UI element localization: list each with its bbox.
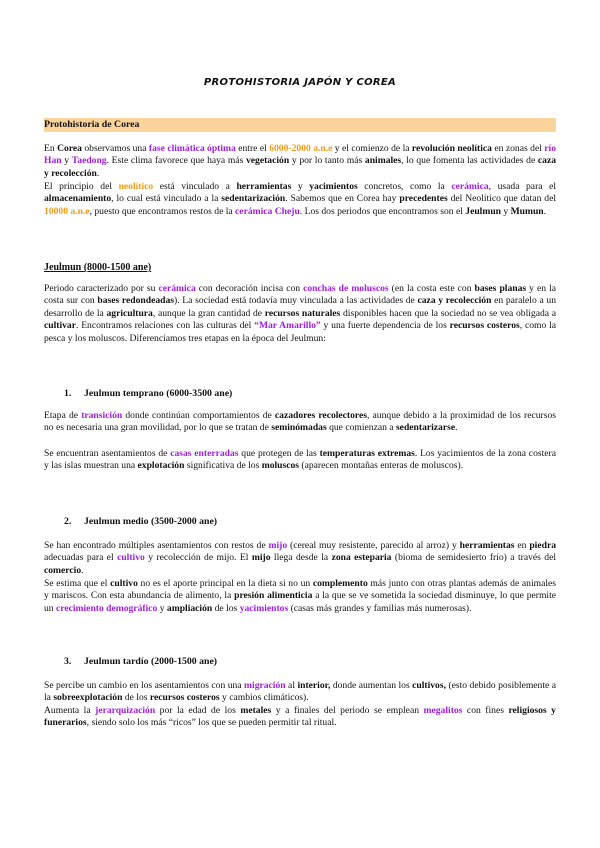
text-run: Se estima que el bbox=[44, 578, 111, 589]
bold-term: religiosos y funerarios bbox=[44, 705, 556, 729]
text-run: que comienzan a bbox=[326, 422, 396, 434]
text-run: con decoración incisa con bbox=[195, 283, 304, 294]
bold-term: recursos costeros bbox=[149, 692, 220, 704]
highlight-term: cultivo bbox=[117, 552, 145, 564]
bold-term: caza y recolección bbox=[44, 155, 557, 179]
bold-term: recursos naturales bbox=[264, 307, 341, 319]
bold-term: cultivar bbox=[44, 320, 76, 332]
bold-term: vegetación bbox=[246, 155, 290, 167]
list-number: 1. bbox=[64, 388, 72, 399]
text-run: (en la costa este con bbox=[388, 283, 475, 294]
paragraph-text bbox=[44, 705, 556, 730]
bold-term: caza y recolección bbox=[417, 295, 492, 307]
text-run: adecuadas para el bbox=[44, 552, 118, 564]
bold-term: cazadores recolectores bbox=[274, 410, 367, 421]
text-run: El principio del bbox=[44, 181, 119, 192]
highlight-term: conchas de moluscos bbox=[303, 283, 389, 294]
text-run: , siendo solo los más “ricos” los que se pueden permitir tal ritual. bbox=[86, 717, 337, 729]
highlight-term: jerarquización bbox=[95, 705, 156, 716]
bold-term: sedentarizarse bbox=[395, 422, 456, 434]
text-run: con fines bbox=[462, 705, 509, 716]
highlight-term: megalitos bbox=[423, 705, 463, 716]
text-run: ). La sociedad está todavía muy vinculada a las actividades de bbox=[174, 295, 418, 307]
text-run: y recolección de mijo. El bbox=[144, 552, 252, 564]
text-run: . bbox=[96, 167, 100, 179]
highlight-term: yacimientos bbox=[239, 602, 289, 614]
bold-term: Corea bbox=[57, 143, 82, 154]
text-run: (aparecen montañas enteras de moluscos). bbox=[299, 460, 464, 472]
text-run: . bbox=[543, 205, 547, 217]
paragraph-medio-2 bbox=[44, 578, 556, 615]
subheading-text: Jeulmun tardío (2000-1500 ane) bbox=[84, 656, 218, 667]
text-run: y bbox=[61, 155, 72, 167]
bold-term: comercio bbox=[44, 564, 82, 576]
bold-term: herramientas bbox=[459, 540, 515, 551]
text-run: (esto debido posiblemente a la bbox=[44, 680, 556, 704]
section-heading-protohistoria: Protohistoria de Corea bbox=[44, 119, 140, 130]
text-run: . bbox=[455, 422, 458, 434]
bold-term: almacenamiento bbox=[44, 193, 112, 205]
paragraph-intro-1 bbox=[44, 143, 556, 180]
bold-term: Mumun bbox=[510, 205, 544, 217]
highlight-date: neolítico bbox=[118, 181, 154, 192]
bold-term: recursos costeros bbox=[449, 320, 520, 332]
highlight-term: migración bbox=[244, 680, 286, 691]
highlight-term: río Han bbox=[44, 143, 557, 167]
text-run: . bbox=[81, 564, 84, 576]
list-number: 3. bbox=[64, 656, 72, 667]
text-run: concretos, como la bbox=[357, 181, 452, 192]
text-run: Aumenta la bbox=[44, 705, 96, 716]
text-run: , como la pesca y los moluscos. Diferenciamos tres etapas en la época del Jeulmun: bbox=[44, 320, 556, 344]
bold-term: Jeulmun bbox=[465, 205, 501, 217]
paragraph-medio-1 bbox=[44, 540, 556, 577]
text-run: y el comienzo de la bbox=[332, 143, 412, 154]
text-run: Etapa de bbox=[44, 410, 82, 421]
bold-term: mijo bbox=[251, 552, 271, 564]
bold-term: herramientas bbox=[236, 181, 292, 192]
text-run: , lo cual está vinculado a la bbox=[111, 193, 222, 205]
subheading-tardio bbox=[44, 656, 556, 668]
bold-term: revolución neolítica bbox=[411, 143, 492, 154]
subheading-text: Jeulmun medio (3500-2000 ane) bbox=[84, 516, 218, 527]
text-run: , usada para el bbox=[488, 181, 556, 192]
text-run: está vinculado a bbox=[153, 181, 237, 192]
bold-term: metales bbox=[240, 705, 272, 716]
paragraph-text bbox=[44, 283, 556, 345]
text-run: significativa de los bbox=[184, 460, 262, 472]
bold-term: yacimientos bbox=[309, 181, 358, 192]
paragraph-text bbox=[44, 181, 556, 218]
bold-term: bases planas bbox=[474, 283, 527, 294]
text-run: y por lo tanto más bbox=[289, 155, 365, 167]
highlight-term: crecimiento demográfico bbox=[56, 602, 158, 614]
text-run: (bioma de semidesierto frío) a través del bbox=[391, 552, 556, 564]
paragraph-tardio-1 bbox=[44, 680, 556, 705]
highlight-term: casas enterradas bbox=[170, 448, 239, 459]
text-run: Se percibe un cambio en los asentamientos con una bbox=[44, 680, 245, 691]
text-run: , puesto que encontramos restos de la bbox=[89, 205, 236, 217]
highlight-term: cerámica bbox=[451, 181, 489, 192]
text-run: donde aumentan los bbox=[330, 680, 413, 691]
paragraph-intro-2 bbox=[44, 181, 556, 218]
highlight-term: cerámica bbox=[158, 283, 196, 294]
text-run: y bbox=[291, 181, 310, 192]
text-run: que protegen de las bbox=[238, 448, 320, 459]
bold-term: explotación bbox=[137, 460, 185, 472]
bold-term: complemento bbox=[312, 578, 368, 589]
bold-term: temperaturas extremas bbox=[319, 448, 415, 459]
paragraph-text bbox=[44, 410, 556, 435]
text-run: , aunque la gran cantidad de bbox=[152, 307, 265, 319]
paragraph-jeulmun bbox=[44, 283, 556, 345]
paragraph-temprano-2 bbox=[44, 448, 556, 473]
paragraph-text bbox=[44, 540, 556, 577]
paragraph-text bbox=[44, 448, 556, 473]
bold-term: piedra bbox=[529, 540, 556, 551]
text-run: y cambios climáticos). bbox=[219, 692, 309, 704]
highlight-term: transición bbox=[81, 410, 123, 421]
highlight-date: 6000-2000 a.n.e bbox=[269, 143, 333, 154]
text-run: de los bbox=[212, 602, 240, 614]
text-run: , aunque debido a la proximidad de los recursos no es necesaria una gran movilidad, por lo que se tratan de bbox=[44, 410, 556, 434]
text-run: . Este clima favorece que haya más bbox=[106, 155, 246, 167]
highlight-term: mijo bbox=[268, 540, 288, 551]
text-run: y a finales del periodo se emplean bbox=[271, 705, 424, 716]
paragraph-text bbox=[44, 578, 556, 615]
text-run: Se encuentran asentamientos de bbox=[44, 448, 171, 459]
text-run: . Sabemos que en Corea hay bbox=[285, 193, 400, 205]
highlight-term: cerámica Cheju bbox=[235, 205, 300, 217]
text-run: en zonas del bbox=[491, 143, 545, 154]
text-run: y bbox=[501, 205, 511, 217]
text-run: llega desde la bbox=[270, 552, 332, 564]
text-run: En bbox=[44, 143, 58, 154]
bold-term: interior, bbox=[297, 680, 331, 691]
bold-term: precedentes bbox=[399, 193, 448, 205]
document-title: PROTOHISTORIA JAPÓN Y COREA bbox=[203, 77, 397, 88]
section-heading-jeulmun: Jeulmun (8000-1500 ane) bbox=[44, 262, 152, 273]
subheading-text: Jeulmun temprano (6000-3500 ane) bbox=[84, 388, 233, 399]
highlight-term: Taedong bbox=[71, 155, 107, 167]
bold-term: animales bbox=[364, 155, 402, 167]
text-run: disponibles hacen que la sociedad no se vea obligada a bbox=[340, 307, 557, 319]
text-run: entre el bbox=[235, 143, 270, 154]
text-run: Periodo caracterizado por su bbox=[44, 283, 159, 294]
text-run: (casas más grandes y familias más numerosas). bbox=[288, 602, 472, 614]
text-run: del Neolítico que datan del bbox=[447, 193, 557, 205]
bold-term: moluscos bbox=[261, 460, 300, 472]
text-run: y bbox=[157, 602, 167, 614]
highlight-term: fase climática óptima bbox=[148, 143, 236, 154]
text-run: a la que se ve sometida la sociedad disminuye, lo que permite un bbox=[44, 590, 556, 614]
paragraph-text bbox=[44, 143, 556, 180]
list-number: 2. bbox=[64, 516, 72, 527]
bold-term: seminómadas bbox=[271, 422, 327, 434]
text-run: no es el aporte principal en la dieta si no un bbox=[137, 578, 313, 589]
text-run: más junto con otras plantas además de animales y mariscos. Con esta abundancia de alimento, la bbox=[44, 578, 556, 602]
bold-term: cultivos, bbox=[412, 680, 446, 691]
text-run: , lo que fomenta las actividades de bbox=[401, 155, 538, 167]
paragraph-tardio-2 bbox=[44, 705, 556, 730]
highlight-term: “Mar Amarillo” bbox=[254, 320, 321, 332]
bold-term: agricultura bbox=[106, 307, 153, 319]
paragraph-text bbox=[44, 680, 556, 705]
text-run: en bbox=[514, 540, 530, 551]
text-run: observamos una bbox=[81, 143, 149, 154]
text-run: de los bbox=[122, 692, 150, 704]
text-run: . Los dos periodos que encontramos son el bbox=[299, 205, 466, 217]
subheading-temprano bbox=[44, 388, 556, 400]
bold-term: cultivo bbox=[110, 578, 138, 589]
bold-term: zona esteparia bbox=[331, 552, 392, 564]
bold-term: presión alimenticia bbox=[234, 590, 313, 602]
text-run: y una fuerte dependencia de los bbox=[320, 320, 450, 332]
text-run: (cereal muy resistente, parecido al arroz) y bbox=[287, 540, 460, 551]
text-run: . Los yacimientos de la zona costera y las islas muestran una bbox=[44, 448, 556, 472]
text-run: Se han encontrado múltiples asentamientos con restos de bbox=[44, 540, 269, 551]
text-run: donde continúan comportamientos de bbox=[122, 410, 275, 421]
text-run: y en la costa sur con bbox=[44, 283, 557, 307]
highlight-date: 10000 a.n.e bbox=[44, 205, 90, 217]
bold-term: sedentarización bbox=[221, 193, 286, 205]
subheading-medio bbox=[44, 516, 556, 528]
paragraph-temprano-1 bbox=[44, 410, 556, 435]
text-run: por la edad de los bbox=[155, 705, 241, 716]
text-run: . Encontramos relaciones con las culturas del bbox=[75, 320, 255, 332]
bold-term: sobreexplotación bbox=[53, 692, 123, 704]
bold-term: bases redondeadas bbox=[97, 295, 174, 307]
text-run: en paralelo a un desarrollo de la bbox=[44, 295, 556, 319]
bold-term: ampliación bbox=[166, 602, 213, 614]
text-run: al bbox=[285, 680, 298, 691]
